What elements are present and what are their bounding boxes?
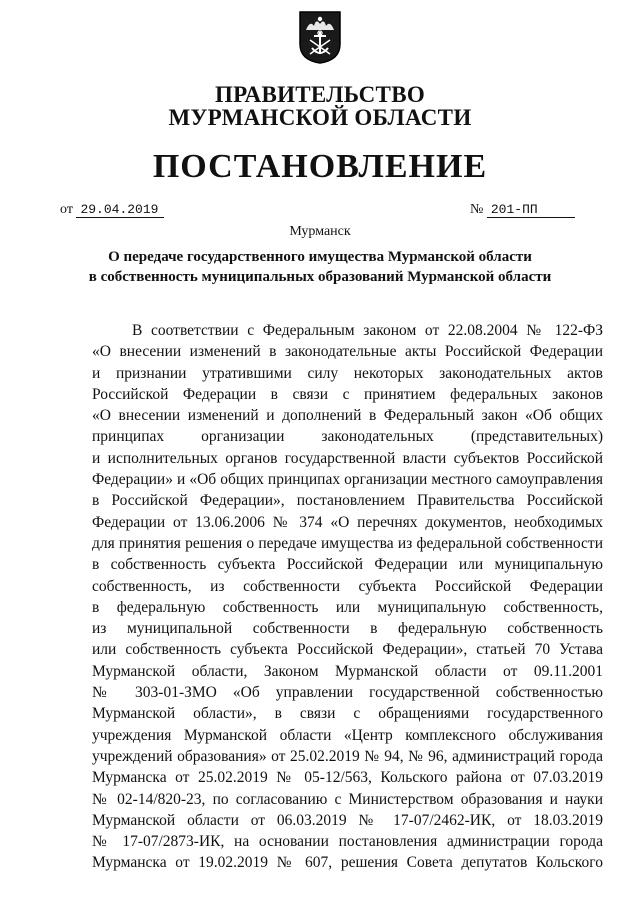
body-line: Мурманской области от 06.03.2019 № 17-07/2462-ИК, от 18.03.2019 [92,811,603,829]
document-number-row [470,202,575,218]
document-subject [0,247,640,287]
document-date-row [60,202,164,218]
body-line: в собственность субъекта Российской Федерации или муниципальную [92,556,603,574]
body-line: Федерации» и «Об общих принципах организации местного самоуправления [92,471,603,489]
body-line: Федерации от 13.06.2006 № 374 «О перечнях документов, необходимых [92,513,603,531]
body-line: в Российской Федерации», постановлением Правительства Российской [92,492,603,510]
document-city: Мурманск [289,224,351,239]
body-line: принципах организации законодательных (представительных) [92,428,603,446]
government-title-line2: МУРМАНСКОЙ ОБЛАСТИ [168,105,472,130]
subject-line1: О передаче государственного имущества Мурманской области [108,249,532,265]
document-number: 201-ПП [487,202,575,218]
body-line: Мурманской области, Законом Мурманской области от 09.11.2001 [92,662,603,680]
body-line: и исполнительных органов государственной власти субъектов Российской [92,449,603,467]
body-line: Российской Федерации в связи с принятием федеральных законов [92,385,603,403]
body-line: учреждений образования» от 25.02.2019 № 94, № 96, администраций города [92,747,603,765]
date-prefix: от [60,202,73,217]
body-line: собственность, из собственности субъекта Российской Федерации [92,577,603,595]
government-title-line1: ПРАВИТЕЛЬСТВО [214,82,426,107]
body-line: или собственность субъекта Российской Федерации», статьей 70 Устава [92,641,603,659]
body-line: № 17-07/2873-ИК, на основании постановления администрации города [92,833,603,851]
body-line: В соответствии с Федеральным законом от 22.08.2004 № 122-ФЗ [132,322,603,339]
document-date: 29.04.2019 [76,202,164,218]
body-line: и признании утратившими силу некоторых законодательных актов [92,364,603,382]
body-line: Мурманска от 25.02.2019 № 05-12/563, Кольского района от 07.03.2019 [92,769,603,787]
body-line: «О внесении изменений и дополнений в Федеральный закон «Об общих [92,407,603,425]
body-line: Мурманской области», в связи с обращениями государственного [92,705,603,723]
body-line: из муниципальной собственности в федеральную собственность [92,620,603,638]
body-line: в федеральную собственность или муниципальную собственность, [92,598,603,616]
body-line: Мурманска от 19.02.2019 № 607, решения Совета депутатов Кольского [92,854,603,872]
coat-of-arms-icon [298,10,342,64]
body-line: № 02-14/820-23, по согласованию с Министерством образования и науки [92,790,603,808]
number-prefix: № [470,202,484,217]
document-type-title: ПОСТАНОВЛЕНИЕ [152,148,488,185]
subject-line2: в собственность муниципальных образований Мурманской области [88,269,552,285]
body-line: учреждения Мурманской области «Центр комплексного обслуживания [92,726,603,744]
body-line: № 303-01-ЗМО «Об управлении государственной собственностью [92,684,603,702]
body-line: «О внесении изменений в законодательные акты Российской Федерации [92,343,603,361]
body-line: для принятия решения о передаче имущества из федеральной собственности [92,534,603,552]
document-body [92,320,603,874]
